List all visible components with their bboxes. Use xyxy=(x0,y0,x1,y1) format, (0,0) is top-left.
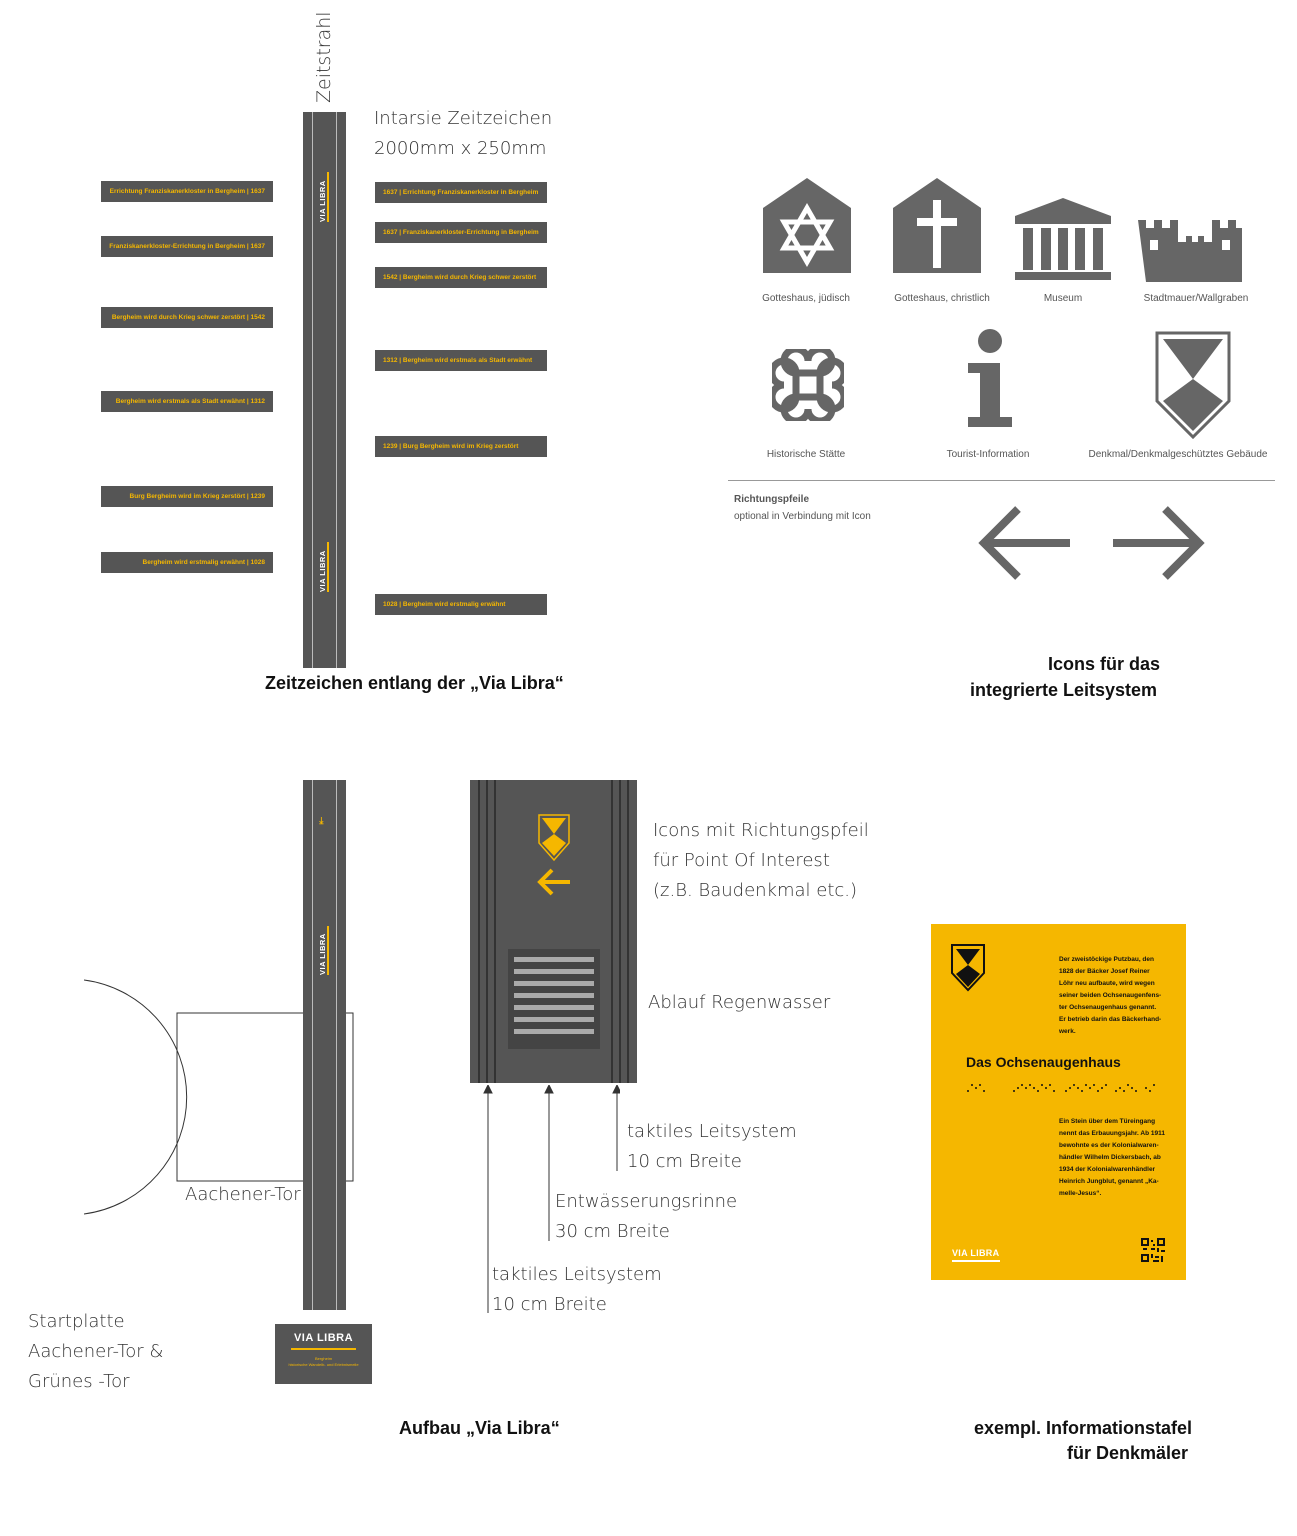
time-tag: 1637 | Franziskanerkloster-Errichtung in Bergheim xyxy=(375,222,547,243)
time-tag: 1312 | Bergheim wird erstmals als Stadt erwähnt xyxy=(375,350,547,371)
start-label-line3: Grünes -Tor xyxy=(28,1371,130,1392)
strip-logo-top: VIA LIBRA xyxy=(318,180,327,222)
strip-logo-underline xyxy=(327,172,329,222)
gate-label: Aachener-Tor xyxy=(185,1184,301,1205)
time-tag: 1637 | Errichtung Franziskanerkloster in Bergheim xyxy=(375,182,547,203)
icon-label: Gotteshaus, christlich xyxy=(894,293,990,304)
start-label-line2: Aachener-Tor & xyxy=(28,1341,164,1362)
time-tag: 1239 | Burg Bergheim wird im Krieg zerstört xyxy=(375,436,547,457)
monument-shield-icon xyxy=(1155,331,1231,439)
time-tag: Bergheim wird erstmalig erwähnt | 1028 xyxy=(101,552,273,573)
detail-slab xyxy=(470,780,637,1083)
icon-label: Denkmal/Denkmalgeschütztes Gebäude xyxy=(1088,449,1268,460)
icons-caption-line2: integrierte Leitsystem xyxy=(970,680,1158,700)
start-plate-sub1: Bergheim xyxy=(314,1356,333,1361)
strip-logo: VIA LIBRA xyxy=(318,933,327,975)
strip-logo-underline xyxy=(327,926,329,975)
info-text-bottom: Ein Stein über dem Türeingang nennt das Erbauungsjahr. Ab 1911 bewohnte es der Kolonialwaren- händler Wilhelm Dickersbach, ab 1934 der Kolonialwarenhändler Heinrich Jungblut, genannt „Ka- melle-Jesus“. xyxy=(1059,1118,1165,1197)
qr-code-icon xyxy=(1141,1238,1165,1262)
time-tag: Franziskanerkloster-Errichtung in Bergheim | 1637 xyxy=(101,236,273,257)
icon-label: Gotteshaus, jüdisch xyxy=(762,293,850,304)
info-icon xyxy=(962,329,1018,427)
start-label-line1: Startplatte xyxy=(28,1311,125,1332)
gutter-line1: Entwässerungsrinne xyxy=(555,1191,738,1212)
drain-label: Ablauf Regenwasser xyxy=(648,992,831,1013)
poi-line3: (z.B. Baudenkmal etc.) xyxy=(653,880,858,901)
info-board xyxy=(931,924,1186,1280)
city-wall-icon xyxy=(1138,220,1242,282)
arrow-left-icon xyxy=(537,868,571,896)
info-caption-line2: für Denkmäler xyxy=(1067,1443,1189,1463)
divider xyxy=(728,480,1275,481)
icon-label: Museum xyxy=(1043,293,1083,304)
time-tag: Errichtung Franziskanerkloster in Bergheim | 1637 xyxy=(101,181,273,202)
arrow-right-icon xyxy=(1113,505,1205,581)
arrow-left-icon xyxy=(978,505,1070,581)
icon-label: Historische Stätte xyxy=(766,449,846,460)
time-tag: Burg Bergheim wird im Krieg zerstört | 1239 xyxy=(101,486,273,507)
synagogue-icon xyxy=(763,178,851,273)
info-logo: VIA LIBRA xyxy=(952,1248,1000,1258)
construction-caption: Aufbau „Via Libra“ xyxy=(399,1418,560,1438)
braille-text xyxy=(966,1082,1156,1094)
start-plate-sub2: historische Wandelb- und Erlebnismeile xyxy=(288,1362,359,1367)
historic-site-icon xyxy=(772,349,844,421)
monument-shield-icon xyxy=(538,814,570,862)
tactile-left-line2: 10 cm Breite xyxy=(492,1294,607,1315)
start-plate xyxy=(275,1324,372,1384)
strip-arrow-icon: ⇤ xyxy=(316,816,328,825)
time-tag: 1028 | Bergheim wird erstmalig erwähnt xyxy=(375,594,547,615)
church-icon xyxy=(893,178,981,273)
strip-logo-bottom: VIA LIBRA xyxy=(318,550,327,592)
timeline-title-line2: 2000mm x 250mm xyxy=(374,138,547,159)
icon-label: Tourist-Information xyxy=(946,449,1030,460)
time-tag: 1542 | Bergheim wird durch Krieg schwer zerstört xyxy=(375,267,547,288)
poi-line2: für Point Of Interest xyxy=(653,850,830,871)
icons-caption-line1: Icons für das xyxy=(1048,654,1161,674)
strip-logo-underline xyxy=(327,542,329,592)
arrows-title: Richtungspfeile xyxy=(734,494,810,505)
poi-line1: Icons mit Richtungspfeil xyxy=(653,820,869,841)
info-title: Das Ochsenaugenhaus xyxy=(966,1054,1121,1070)
info-caption-line1: exempl. Informationstafel xyxy=(974,1418,1193,1438)
zeitstrahl-label: Zeitstrahl xyxy=(313,11,335,103)
monument-shield-icon xyxy=(951,944,985,992)
museum-icon xyxy=(1015,198,1111,282)
icon-label: Stadtmauer/Wallgraben xyxy=(1143,293,1249,304)
timeline-title-line1: Intarsie Zeitzeichen xyxy=(374,108,553,129)
timeline-caption: Zeitzeichen entlang der „Via Libra“ xyxy=(265,673,564,693)
time-tag: Bergheim wird durch Krieg schwer zerstört | 1542 xyxy=(101,307,273,328)
start-plate-underline xyxy=(291,1348,356,1350)
drain-grate xyxy=(508,949,600,1049)
tactile-right-line1: taktiles Leitsystem xyxy=(627,1121,797,1142)
info-text-top: Der zweistöckige Putzbau, den 1828 der Bäcker Josef Reiner Löhr neu aufbaute, wird wegen seiner beiden Ochsenaugenfens- ter Ochsenaugenhaus genannt. Er betrieb darin das Bäckerhand- werk. xyxy=(1059,956,1162,1035)
time-tag: Bergheim wird erstmals als Stadt erwähnt | 1312 xyxy=(101,391,273,412)
gutter-line2: 30 cm Breite xyxy=(555,1221,670,1242)
start-plate-title: VIA LIBRA xyxy=(293,1332,354,1344)
info-logo-underline xyxy=(952,1260,1000,1262)
via-libra-strip xyxy=(303,780,346,1310)
arrows-subtitle: optional in Verbindung mit Icon xyxy=(734,511,871,522)
tactile-left-line1: taktiles Leitsystem xyxy=(492,1264,662,1285)
tactile-right-line2: 10 cm Breite xyxy=(627,1151,742,1172)
